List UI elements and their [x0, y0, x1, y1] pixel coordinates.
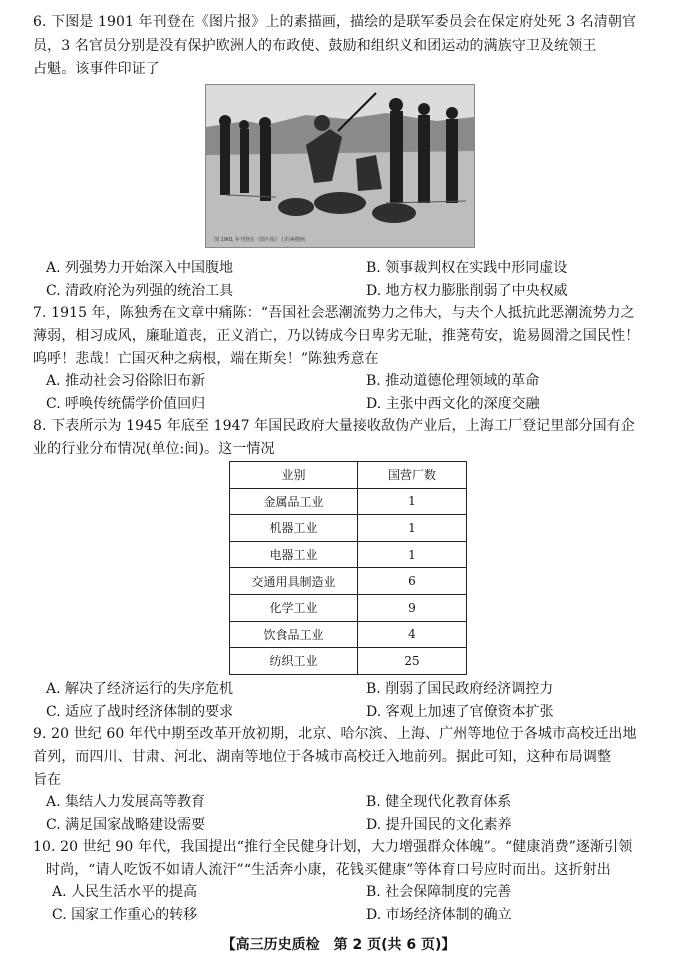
table-row [230, 568, 467, 595]
industry-cell: 交通用具制造业 [230, 568, 358, 595]
table-header-row [230, 462, 467, 489]
q8-option-d: D. 客观上加速了官僚资本扩张 [366, 704, 554, 720]
q10-option-a: A. 人民生活水平的提高 [52, 884, 198, 900]
q10-option-d: D. 市场经济体制的确立 [366, 907, 512, 923]
count-cell: 1 [358, 541, 467, 568]
industry-cell: 饮食品工业 [230, 621, 358, 648]
q9-option-a: A. 集结人力发展高等教育 [46, 794, 206, 810]
q7-option-d: D. 主张中西文化的深度交融 [366, 396, 540, 412]
count-cell: 4 [358, 621, 467, 648]
q6-stem-line-3: 占魁。该事件印证了 [33, 61, 160, 77]
count-cell: 25 [358, 648, 467, 675]
q8-option-c: C. 适应了战时经济体制的要求 [46, 704, 234, 720]
count-cell: 1 [358, 515, 467, 542]
industry-cell: 纺织工业 [230, 648, 358, 675]
q10-stem-line-1: 10. 20 世纪 90 年代，我国提出“推行全民健身计划，大力增强群众体魄”。“健康消费”逐渐引领 [33, 839, 633, 855]
column-header-industry: 业别 [230, 462, 358, 489]
q6-option-d: D. 地方权力膨胀削弱了中央权威 [366, 283, 568, 299]
q8-option-a: A. 解决了经济运行的失序危机 [46, 681, 234, 697]
q9-option-c: C. 满足国家战略建设需要 [46, 817, 206, 833]
q8-stem-line-2: 业的行业分布情况(单位:间)。这一情况 [33, 441, 275, 457]
q7-stem-line-2: 薄弱，相习成风，廉耻道丧，正义消亡，乃以铸成今日卑劣无耻，推荛苟安，诡易圆滑之国民性！ [33, 328, 640, 344]
sketch-illustration [206, 85, 474, 247]
q10-option-b: B. 社会保障制度的完善 [366, 884, 512, 900]
industry-cell: 机器工业 [230, 515, 358, 542]
q7-option-c: C. 呼唤传统儒学价值回归 [46, 396, 206, 412]
q8-option-b: B. 削弱了国民政府经济调控力 [366, 681, 554, 697]
q9-option-b: B. 健全现代化教育体系 [366, 794, 512, 810]
q6-option-b: B. 领事裁判权在实践中形同虚设 [366, 260, 568, 276]
q7-option-b: B. 推动道德伦理领域的革命 [366, 373, 540, 389]
count-cell: 1 [358, 488, 467, 515]
factory-distribution-table [229, 461, 467, 675]
table-row [230, 515, 467, 542]
q6-option-c: C. 清政府沦为列强的统治工具 [46, 283, 234, 299]
q10-stem-line-2: 时尚，“请人吃饭不如请人流汗”“生活奔小康，花钱买健康”等体育口号应时而出。这折射出 [46, 862, 611, 878]
q7-stem-line-1: 7. 1915 年，陈独秀在文章中痛陈：“吾国社会恶潮流势力之伟大，与夫个人抵抗此恶潮流势力之 [33, 305, 635, 321]
q7-option-a: A. 推动社会习俗除旧布新 [46, 373, 206, 389]
q9-stem-line-3: 旨在 [33, 772, 62, 788]
q6-stem-line-1: 6. 下图是 1901 年刊登在《图片报》上的素描画，描绘的是联军委员会在保定府处死 3 名清朝官 [33, 14, 637, 30]
q8-stem-line-1: 8. 下表所示为 1945 年底至 1947 年国民政府大量接收敌伪产业后，上海工厂登记里部分国有企 [33, 418, 635, 434]
column-header-count: 国营厂数 [358, 462, 467, 489]
industry-cell: 电器工业 [230, 541, 358, 568]
q6-option-a: A. 列强势力开始深入中国腹地 [46, 260, 234, 276]
q10-option-c: C. 国家工作重心的转移 [52, 907, 198, 923]
count-cell: 6 [358, 568, 467, 595]
q7-stem-line-3: 呜呼！悲哉！亡国灭种之病根，端在斯矣！”陈独秀意在 [33, 351, 379, 367]
q9-stem-line-2: 首列，而四川、甘肃、河北、湖南等地位于各城市高校迁入地前列。据此可知，这种布局调整 [33, 749, 612, 765]
table-row [230, 541, 467, 568]
q9-option-d: D. 提升国民的文化素养 [366, 817, 512, 833]
table-row [230, 648, 467, 675]
page-footer: 【高三历史质检 第 2 页(共 6 页)】 [221, 937, 456, 953]
q6-stem-line-2: 员，3 名官员分别是没有保护欧洲人的布政使、鼓励和组织义和团运动的满族守卫及统领王 [33, 38, 597, 54]
table-row [230, 621, 467, 648]
historical-sketch-image: 图 1901 年刊登在《图片报》上的素描画 [205, 84, 475, 248]
industry-cell: 化学工业 [230, 594, 358, 621]
q9-stem-line-1: 9. 20 世纪 60 年代中期至改革开放初期，北京、哈尔滨、上海、广州等地位于各城市高校迁出地 [33, 726, 637, 742]
table-row [230, 594, 467, 621]
count-cell: 9 [358, 594, 467, 621]
table-row [230, 488, 467, 515]
industry-cell: 金属品工业 [230, 488, 358, 515]
